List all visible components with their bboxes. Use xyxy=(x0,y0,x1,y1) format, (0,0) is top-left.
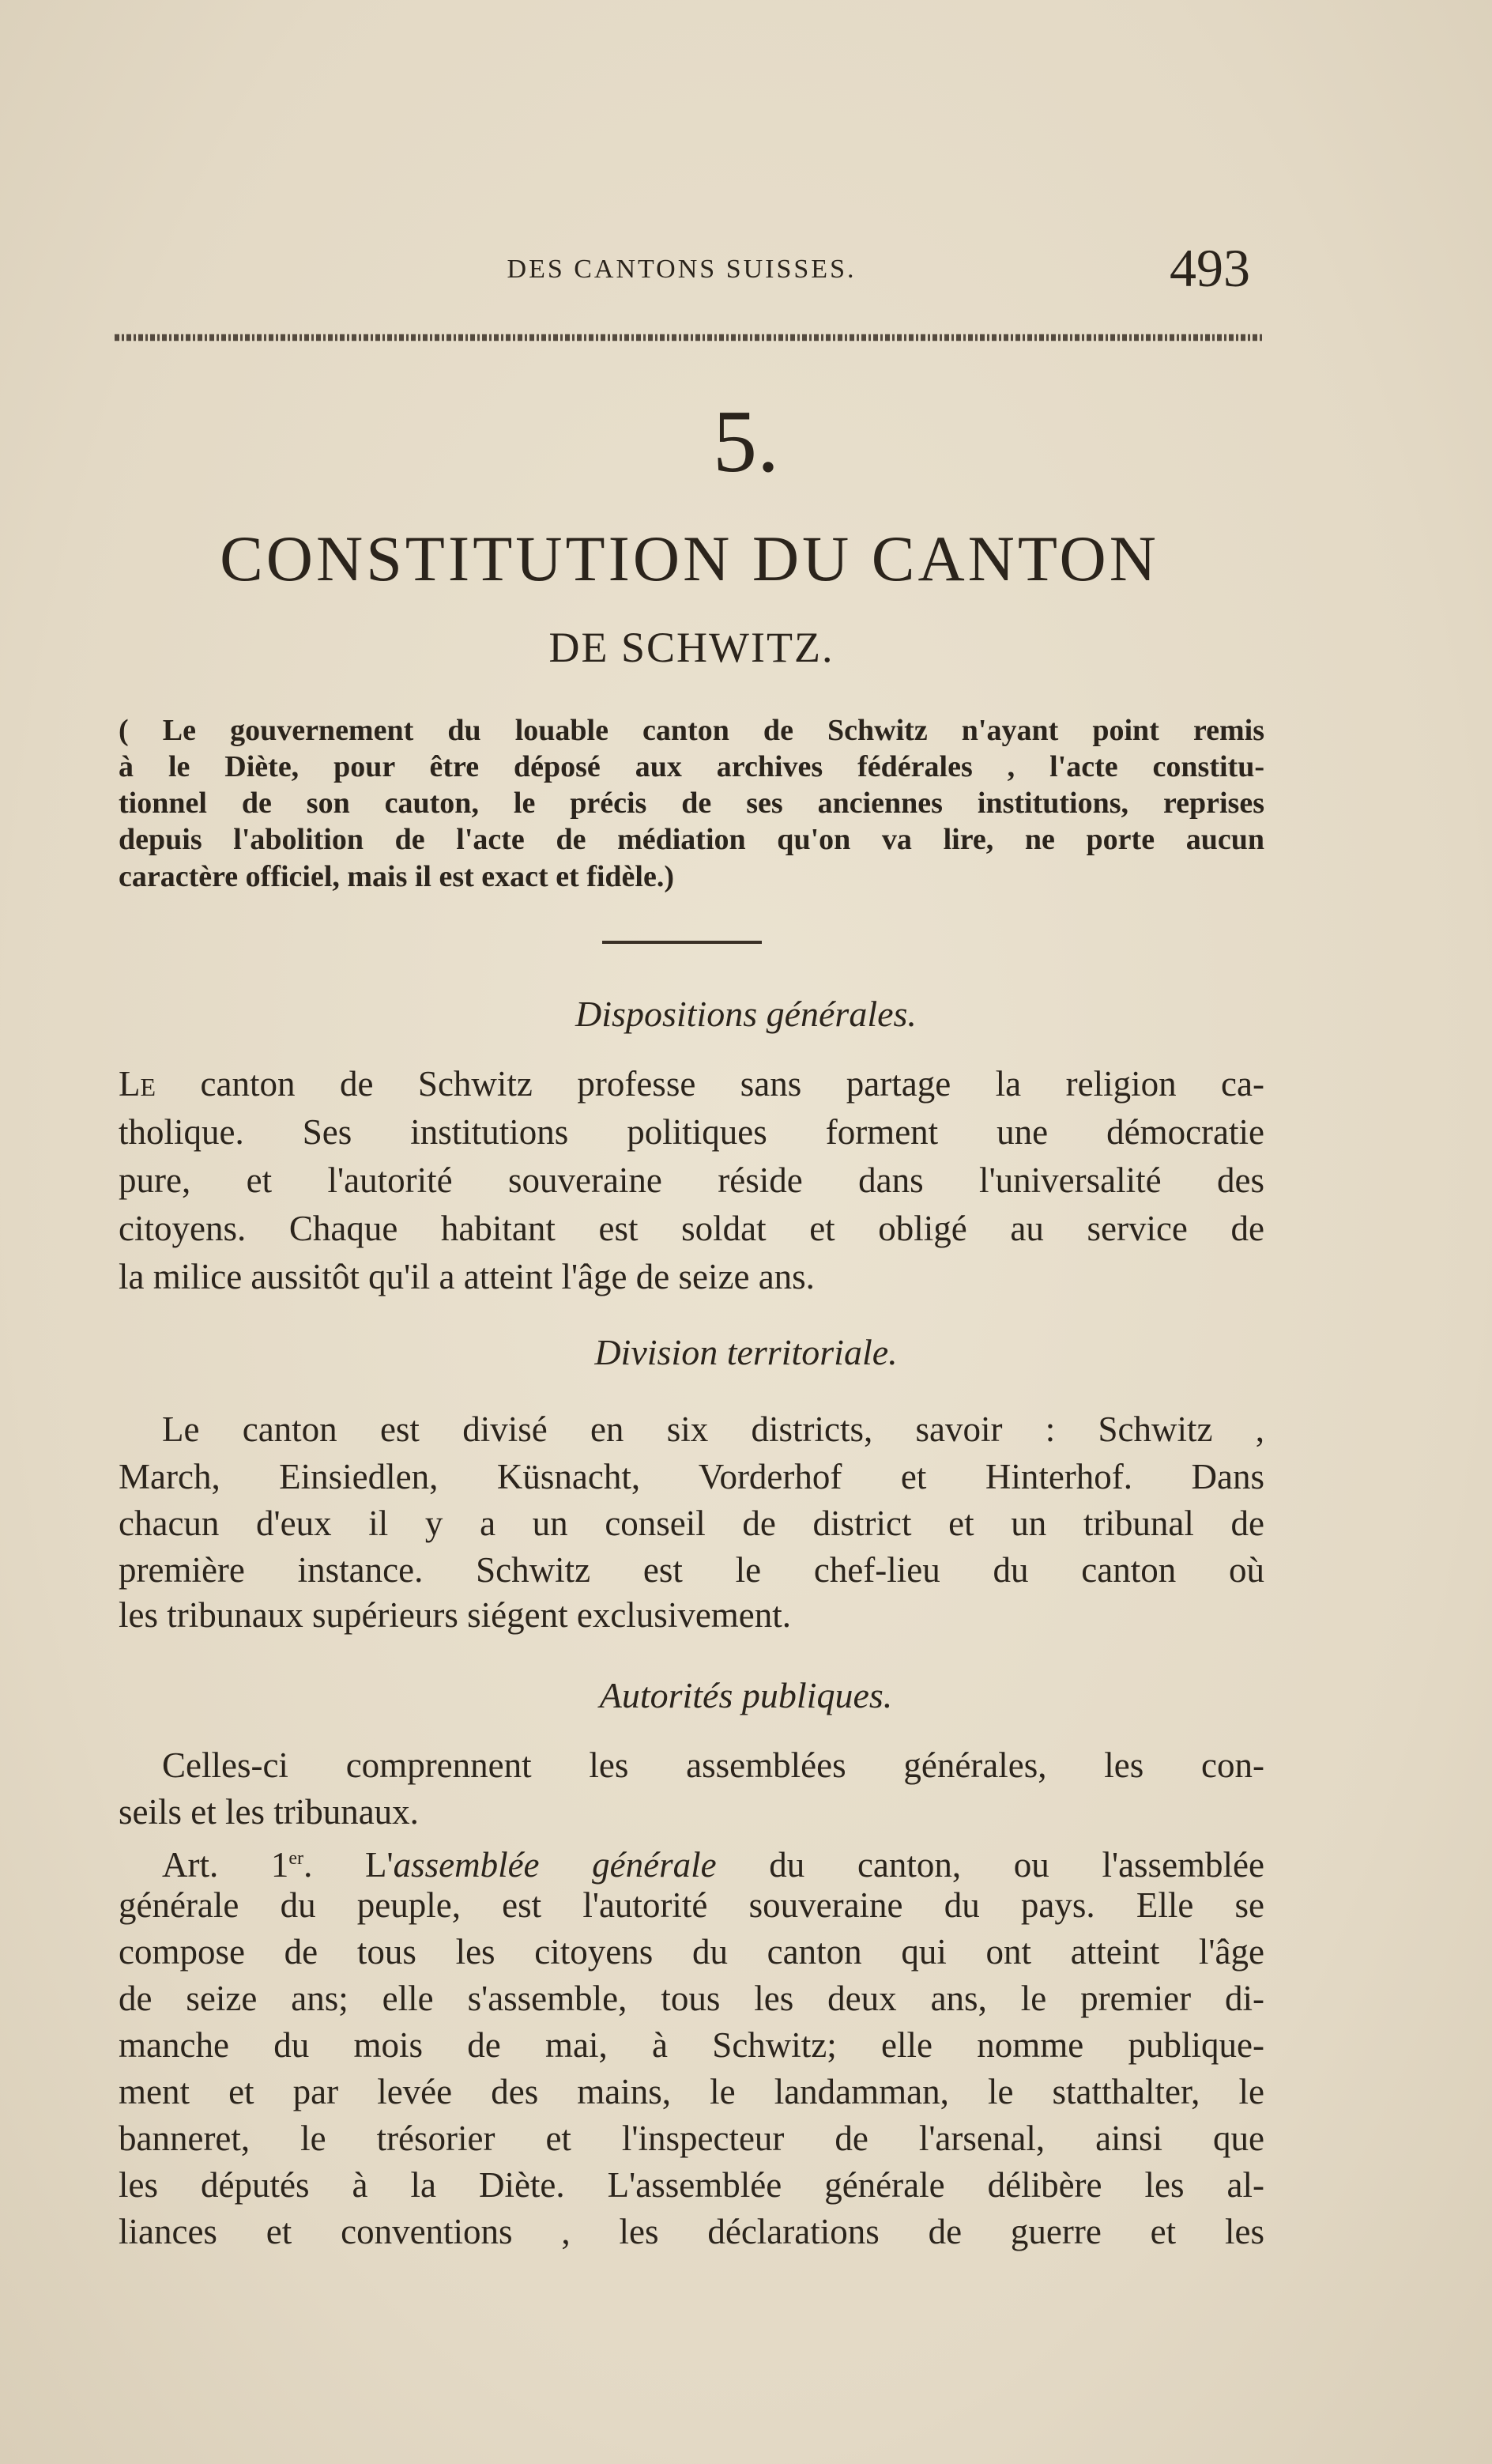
body-line: compose de tous les citoyens du canton qui ont atteint l'âge xyxy=(119,1932,1264,1972)
section-number: 5. xyxy=(713,393,779,491)
intro-line: à le Diète, pour être déposé aux archives fédérales , l'acte constitu- xyxy=(119,750,1264,783)
body-line: pure, et l'autorité souveraine réside dans l'universalité des xyxy=(119,1160,1264,1200)
body-line: manche du mois de mai, à Schwitz; elle nomme publique- xyxy=(119,2025,1264,2065)
article-label: Art. 1 xyxy=(162,1845,289,1885)
body-line: chacun d'eux il y a un conseil de district et un tribunal de xyxy=(119,1504,1264,1543)
body-line: citoyens. Chaque habitant est soldat et obligé au service de xyxy=(119,1209,1264,1248)
body-line: seils et les tribunaux. xyxy=(119,1792,419,1832)
body-line: ment et par levée des mains, le landamman, le statthalter, le xyxy=(119,2072,1264,2111)
body-line: de seize ans; elle s'assemble, tous les deux ans, le premier di- xyxy=(119,1979,1264,2018)
section-heading: Autorités publiques. xyxy=(599,1675,893,1715)
section-heading: Division territoriale. xyxy=(594,1332,898,1372)
article-line xyxy=(119,1835,1264,1885)
line-text: du canton, ou l'assemblée xyxy=(716,1845,1264,1885)
running-title: DES CANTONS SUISSES. xyxy=(507,255,857,284)
body-line: banneret, le trésorier et l'inspecteur de l'arsenal, ainsi que xyxy=(119,2119,1264,2158)
body-line: Le canton est divisé en six districts, savoir : Schwitz , xyxy=(162,1409,1264,1449)
body-line: les députés à la Diète. L'assemblée générale délibère les al- xyxy=(119,2165,1264,2205)
italic-term: assemblée générale xyxy=(393,1845,717,1885)
line-text: . L' xyxy=(303,1845,394,1885)
body-line: première instance. Schwitz est le chef-lieu du canton où xyxy=(119,1550,1264,1590)
body-line: générale du peuple, est l'autorité souveraine du pays. Elle se xyxy=(119,1885,1264,1925)
line-text: canton de Schwitz professe sans partage la religion ca- xyxy=(156,1064,1264,1104)
body-line xyxy=(119,1060,1264,1107)
body-line: la milice aussitôt qu'il a atteint l'âge de seize ans. xyxy=(119,1257,815,1296)
intro-line: ( Le gouvernement du louable canton de Schwitz n'ayant point remis xyxy=(119,714,1264,747)
divider-rule xyxy=(602,941,762,944)
section-heading: Dispositions générales. xyxy=(575,994,917,1034)
first-word: Le xyxy=(119,1064,156,1104)
body-line: liances et conventions , les déclarations de guerre et les xyxy=(119,2212,1264,2251)
chapter-title: CONSTITUTION DU CANTON xyxy=(220,523,1159,594)
body-line: tholique. Ses institutions politiques forment une démocratie xyxy=(119,1112,1264,1152)
chapter-subtitle: DE SCHWITZ. xyxy=(548,624,835,671)
intro-line: depuis l'abolition de l'acte de médiation qu'on va lire, ne porte aucun xyxy=(119,823,1264,856)
intro-line: tionnel de son cauton, le précis de ses anciennes institutions, reprises xyxy=(119,787,1264,820)
page-number: 493 xyxy=(1170,238,1250,298)
body-line: les tribunaux supérieurs siégent exclusivement. xyxy=(119,1595,792,1635)
ornamental-rule xyxy=(115,332,1264,343)
intro-line: caractère officiel, mais il est exact et fidèle.) xyxy=(119,860,674,893)
article-sup: er xyxy=(288,1848,304,1869)
body-line: Celles-ci comprennent les assemblées générales, les con- xyxy=(162,1745,1264,1785)
body-line: March, Einsiedlen, Küsnacht, Vorderhof et Hinterhof. Dans xyxy=(119,1457,1264,1496)
